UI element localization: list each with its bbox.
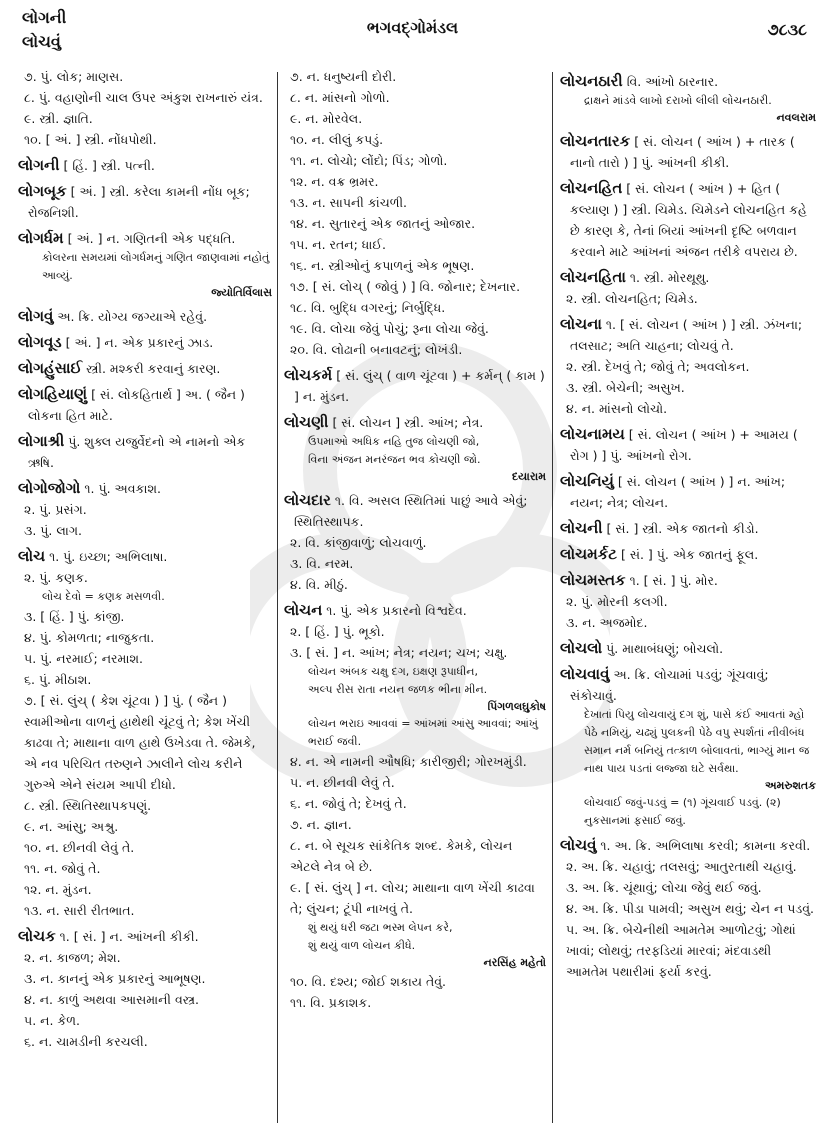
sense-line [284,297,546,318]
definition-text: ૧૩. ન. સાપની કાંચળી. [290,195,408,210]
sense-line [18,947,272,968]
definition-text: ૩. ન. અજમોદ. [566,615,648,630]
definition-text: ૮. ન. બે સૂચક સાંકેતિક શબ્દ. કેમકે, લોચન એટલે નેત્ર બે છે. [290,838,513,874]
definition-text: ૩. [ સં. ] ન. આંખ; નેત્ર; નયન; ચખ; ચક્ષુ. [290,645,508,660]
column-right [560,66,816,1125]
headword: લોચદાર [284,491,331,509]
definition-text: ૧૪. ન. સુતારનું એક જાતનું ઓજાર. [290,216,476,231]
definition-text: [ સં. લોચન ( આંખ ) ] ન. આંખ; નયન; નેત્ર; લોચન. [570,474,786,510]
headword: લોચમસ્તક [560,571,626,589]
headword: લોગોજોગો [18,479,81,497]
quote-attribution [284,469,546,485]
dictionary-entry [560,267,816,288]
sense-line [560,377,816,398]
dictionary-entry [18,358,272,379]
headword: લોચની [560,519,603,537]
definition-text: ૬. ન. ચામડીની કરચલી. [24,1034,148,1049]
definition-text: અમરુશતક [765,779,816,792]
definition-text: ૫. ન. છીનવી લેવું તે. [290,775,395,790]
page-title: ભગવદ્ગોમંડલ [366,18,459,37]
definition-text: સ્ત્રી. મશ્કરી કરવાનું કારણ. [82,361,221,376]
sense-line [284,751,546,772]
definition-text: લોચ દેવો = કણક મસળવી. [42,590,165,603]
sense-line [284,87,546,108]
column-divider [552,72,553,1123]
quotation [284,663,546,681]
definition-text: ૨. પું. પ્રસંગ. [24,502,87,517]
definition-text: ૧. પું. એક પ્રકારનો વિશ્વદેવ. [322,603,467,618]
quotation [284,681,546,699]
definition-text: ૧. [ સં. ] ન. આંખની કીકી. [55,929,199,944]
sense-line [284,234,546,255]
sense-line [284,772,546,793]
definition-text: ૧. [ સં. ] પું. મોર. [625,573,718,588]
definition-text: ૩. અ. ક્રિ. ચૂંથાવું; લોચા જેવું થઈ જવું. [566,880,762,895]
sense-line [18,66,272,87]
definition-text: ૨. વિ. કાંજીવાળું; લોચવાળું. [290,535,427,550]
definition-text: ૨. સ્ત્રી. લોચનહિત; ચિમેડ. [566,291,698,306]
definition-text: ૯. ન. મોરવેલ. [290,111,363,126]
sense-line [284,171,546,192]
definition-text: ૪. અ. ક્રિ. પીડા પામવી; અસુખ થવું; ચેન ન પડવું. [566,901,814,916]
definition-text: ૧. વિ. અસલ સ્થિતિમાં પાછું આવે એવું; સ્થિતિસ્થાપક. [294,493,528,529]
sense-line [18,879,272,900]
definition-text: ૨. સ્ત્રી. દેખવું તે; જોવું તે; અવલોકન. [566,359,750,374]
dictionary-entry [560,835,816,856]
sense-line [284,129,546,150]
definition-text: ૧૦. વિ. દશ્ય; જોઈ શકાય તેવું. [290,974,447,989]
definition-text: ૯. [ સં. લુંચ્ ] ન. લોચ; માથાના વાળ ખેંચી કાઢવા તે; લુંચન; ટૂંપી નાખવું તે. [290,880,535,916]
definition-text: ૭. પું. લોક; માણસ. [24,69,124,84]
definition-text: ૧૧. ન. લોચો; લોંદો; પિંડ; ગોળો. [290,153,448,168]
dictionary-entry [18,478,272,499]
headword: લોચના [560,315,602,333]
sense-line [284,992,546,1013]
dictionary-entry [560,424,816,466]
dictionary-entry [18,926,272,947]
definition-text: [ સં. લુંચ્ ( વાળ ચૂંટવા ) + કર્મન્ ( કામ ) ] ન. મુંડન. [294,368,545,404]
definition-text: ૭. ન. જ્ઞાન. [290,817,352,832]
sense-line [284,793,546,814]
guide-word-first: લોગની [22,8,67,27]
quote-attribution [284,955,546,971]
definition-text: ૧૫. ન. રતન; ધાઈ. [290,237,386,252]
definition-text: ૬. ન. જોવું તે; દેખવું તે. [290,796,407,811]
headword: લોચ [18,547,46,565]
definition-text: ૨. ન. કાજળ; મેશ. [24,950,121,965]
definition-text: કોલરના સમયમાં લોગર્ધમનું ગણિત જાણવામાં નહોતું આવ્યું. [42,251,270,282]
sense-line [284,574,546,595]
dictionary-entry [18,546,272,567]
quote-attribution [560,778,816,794]
sense-line [18,795,272,816]
guide-word-last: લોચવું [22,32,61,51]
definition-text: ૪. ન. કાળું અથવા આસમાની વસ્ત્ર. [24,992,200,1007]
sense-line [18,648,272,669]
headword: લોગબૂક [18,182,67,200]
definition-text: ૫. પું. નરમાઈ; નરમાશ. [24,651,143,666]
headword: લોચવાવું [560,665,610,683]
dictionary-entry [560,570,816,591]
dictionary-entry [560,314,816,356]
headword: લોચનહિતા [560,268,626,286]
definition-text: [ સં. લોચન ] સ્ત્રી. આંખ; નેત્ર. [328,415,484,430]
sense-line [18,627,272,648]
definition-text: શું થયું વાળ લોચન કીધે. [308,939,416,952]
definition-text: ૯. સ્ત્રી. જ્ઞાતિ. [24,111,93,126]
quotation [560,706,816,778]
headword: લોગવૂડ [18,333,62,351]
sense-line [560,591,816,612]
headword: લોચનહિત [560,179,623,197]
definition-text: ૧. [ સં. લોચન ( આંખ ) ] સ્ત્રી. ઝંખના; તલસાટ; અતિ ચાહના; લોચવું તે. [570,317,803,353]
definition-text: ૧૦. [ અં. ] સ્ત્રી. નોંધપોથી. [24,132,157,147]
sense-line [18,129,272,150]
definition-text: ૮. પું. વહાણોની ચાલ ઉપર અંકુશ રાખનારું યંત્ર. [24,90,263,105]
definition-text: લોચન ભરાઇ આવવાં = આંખમાં આંસુ આવવાં; આંખું ભરાઈ જવી. [308,717,538,748]
headword: લોગહુંસાઈ [18,359,83,377]
definition-text: ૧૭. [ સં. લોચ્ ( જોવું ) ] વિ. જોનાર; દેખનાર. [290,279,521,294]
definition-text: શું થયું ધરી જટા ભસ્મ લેપન કરે, [308,921,453,934]
sense-line [18,858,272,879]
sense-line [18,499,272,520]
dictionary-entry [18,181,272,223]
sense-line [560,898,816,919]
sense-line [18,837,272,858]
definition-text: દ્રાક્ષને માંડવે લાખો દરાખો લીલી લોચનઠારી. [584,94,772,107]
sense-line [560,398,816,419]
sense-line [284,318,546,339]
definition-text: નવલરામ [776,111,816,124]
sense-line [18,567,272,588]
definition-text: ૧૨. ન. વક્ર ભ્રમર. [290,174,379,189]
headword: લોગની [18,156,60,174]
definition-text: ૨. પું. મોરની કલગી. [566,594,668,609]
definition-text: ૧. પું. ઇચ્છા; અભિલાષા. [45,549,168,564]
sense-line [284,877,546,919]
dictionary-entry [284,490,546,532]
sense-line [18,520,272,541]
dictionary-entry [560,131,816,173]
definition-text: અલ્પ રીસ રાતા નયન જળક ભીના મીન. [308,683,488,696]
headword: લોચકર્મ [284,366,333,384]
sense-line [560,919,816,982]
sense-line [284,532,546,553]
dictionary-entry [284,600,546,621]
quote-attribution [560,110,816,126]
dictionary-entry [18,155,272,176]
sense-line [284,192,546,213]
definition-text: ૭. [ સં. લુંચ્ ( કેશ ચૂંટવા ) ] પું. ( જૈન ) સ્વામીઓના વાળનું હાથેથી ચૂંટવું તે; કેશ ખેંચી કાઢવા તે; માથાના વાળ હાથે ઉખેડવા તે. જેમકે, એ નવ પરિચિત તરુણને ઝાલીને લોચ કરીને ગુરુએ એને સંયમ આપી દીધો. [24,693,256,792]
dictionary-entry [18,228,272,249]
dictionary-entry [560,664,816,706]
sense-line [18,816,272,837]
sense-line [284,835,546,877]
dictionary-entry [18,384,272,426]
sense-line [18,108,272,129]
definition-text: નરસિંહ મહેતો [483,956,546,969]
definition-text: ૧૯. વિ. લોચા જેવું પોચું; રૂના લોચા જેવું. [290,321,489,336]
sense-line [284,814,546,835]
quotation [284,937,546,955]
definition-text: દયારામ [511,470,546,483]
sense-line [18,968,272,989]
definition-text: વિ. આંખો ઠારનાર. [622,74,719,89]
quotation [18,249,272,285]
definition-text: ૧. અ. ક્રિ. અભિલાષા કરવી; કામના કરવી. [596,838,811,853]
definition-text: વિના અંજન મનરંજન ભવ કોચણી જો. [308,453,481,466]
sense-line [18,690,272,795]
quotation [284,433,546,451]
definition-text: લોચન અંબક ચક્ષુ દગ, ઇક્ષણ રૂપાધીન, [308,665,478,678]
definition-text: જ્યોતિર્વિલાસ [211,286,272,299]
definition-text: ૨. પું. કણક. [24,570,88,585]
definition-text: [ સં. લોચન ( આંખ ) + આમય ( રોગ ) ] પું. આંખનો રોગ. [570,427,798,463]
definition-text: ૧૦. ન. લીલું કપડું. [290,132,384,147]
definition-text: [ સં. લોચન ( આંખ ) + હિત ( કલ્યાણ ) ] સ્ત્રી. ચિમેડ. ચિમેડને લોચનહિત કહે છે કારણ કે, તેનાં બિયાં આંખની દૃષ્ટિ બળવાન કરવાને માટે આંખનાં અંજન તરીકે વપરાય છે. [570,181,807,259]
quotation [560,794,816,830]
definition-text: ૩. સ્ત્રી. બેચેની; અસુખ. [566,380,685,395]
sense-line [18,606,272,627]
sense-line [18,1010,272,1031]
headword: લોચવું [560,836,597,854]
quotation [284,451,546,469]
headword: લોગહિયાણું [18,385,88,403]
sense-line [284,621,546,642]
sense-line [284,108,546,129]
column-middle [284,66,546,1125]
headword: લોગાશ્રી [18,432,65,450]
dictionary-entry [18,332,272,353]
dictionary-entry [560,71,816,92]
definition-text: પું. શુક્લ યજુર્વેદનો એ નામનો એક ઋષિ. [28,434,246,470]
definition-text: અ. ક્રિ. યોગ્ય જગ્યાએ રહેવું. [53,309,208,324]
definition-text: ૪. વિ. મીઠું. [290,577,348,592]
definition-text: [ સં. લોકહિતાર્થ ] અ. ( જૈન ) લોકના હિત માટે. [28,387,245,423]
quotation [18,588,272,606]
sense-line [284,255,546,276]
sense-line [18,900,272,921]
headword: લોચનતારક [560,132,631,150]
headword: લોચક [18,927,56,945]
definition-text: ૩. વિ. નરમ. [290,556,354,571]
definition-text: ૧૨. ન. મુંડન. [24,882,92,897]
definition-text: ૯. ન. આંસુ; અશ્રુ. [24,819,119,834]
sense-line [284,213,546,234]
dictionary-entry [284,412,546,433]
sense-line [18,669,272,690]
definition-text: અ. ક્રિ. લોચામાં પડવું; ગૂંચવાવું; સંકોચાવું. [570,667,769,703]
quote-attribution [18,285,272,301]
definition-text: પિંગળલઘુકોષ [487,700,546,713]
headword: લોચનઠારી [560,72,623,90]
dictionary-entry [560,544,816,565]
definition-text: ૧. પું. અવકાશ. [80,481,162,496]
definition-text: ૧૮. વિ. બુદ્ધિ વગરનું; નિર્બુદ્ધિ. [290,300,446,315]
definition-text: ૧૩. ન. સારી રીતભાત. [24,903,135,918]
definition-text: ૧૦. ન. છીનવી લેવું તે. [24,840,135,855]
sense-line [560,356,816,377]
definition-text: [ અં. ] ન. ગણિતની એક પદ્ધતિ. [63,231,236,246]
definition-text: ૧૬. ન. સ્ત્રીઓનું કપાળનું એક ભૂષણ. [290,258,475,273]
definition-text: ૫. ન. કેળ. [24,1013,80,1028]
definition-text: ૩. [ હિં. ] પું. કાંજી. [24,609,125,624]
dictionary-entry [560,471,816,513]
definition-text: ઉપમાઓ અધિક નહિ તુજ લોચણી જો, [308,435,480,448]
quotation [560,92,816,110]
definition-text: [ અં. ] ન. એક પ્રકારનું ઝાડ. [61,335,214,350]
definition-text: પું. માથાબંધણું; બોચલો. [602,641,724,656]
definition-text: [ હિં. ] સ્ત્રી. પત્ની. [59,158,155,173]
quotation [284,715,546,751]
sense-line [284,971,546,992]
headword: લોગવું [18,307,54,325]
headword: લોગર્ધમ [18,229,64,247]
dictionary-entry [560,178,816,262]
definition-text: ૧૧. વિ. પ્રકાશક. [290,995,372,1010]
headword: લોચમર્કટ [560,545,618,563]
definition-text: ૬. પું. મીઠાશ. [24,672,92,687]
headword: લોચણી [284,413,329,431]
sense-line [284,66,546,87]
definition-text: દેખાતાં પિયુ લોચવાયું દગ શું, પાસે કંઈ આવતાં મ્હો પેઠે નમિયું, ચઢ્યું પુલકની પેઠે વપુ સ્પર્શતાં નીવીબંધ સમાન નર્મ બનિયું તત્કાળ બોલાવતાં, ભાગ્યું માન જ નાથ પાય પડતાં લજ્જા ઘટે સર્વથા. [584,708,810,775]
column-left [18,66,272,1125]
dictionary-entry [284,365,546,407]
definition-text: ૪. પું. કોમળતા; નાજુકતા. [24,630,155,645]
definition-text: ૨. [ હિં. ] પું. ભૂકો. [290,624,385,639]
sense-line [284,150,546,171]
column-divider [277,72,278,1123]
sense-line [284,553,546,574]
sense-line [284,276,546,297]
dictionary-entry [18,431,272,473]
definition-text: ૧૧. ન. જોવું તે. [24,861,101,876]
definition-text: [ અં. ] સ્ત્રી. કરેલા કામની નોંધ બૂક; રોજનિશી. [28,184,250,220]
sense-line [560,288,816,309]
quote-attribution [284,699,546,715]
definition-text: ૩. પું. લાગ. [24,523,82,538]
sense-line [18,989,272,1010]
definition-text: ૨૦. વિ. લોઢાની બનાવટનું; લોખંડી. [290,342,463,357]
definition-text: ૮. ન. માંસનો ગોળો. [290,90,390,105]
definition-text: [ સં. ] પું. એક જાતનું ફૂલ. [617,547,759,562]
definition-text: ૨. અ. ક્રિ. ચહાવું; તલસવું; આતુરતાથી ચહાવું. [566,859,797,874]
definition-text: ૪. ન. એ નામની ઔષધિ; કારીજીરી; ગોરખમુંડી. [290,754,527,769]
sense-line [560,856,816,877]
definition-text: ૫. અ. ક્રિ. બેચેનીથી આમતેમ આળોટવું; ગોથાં ખાવાં; લોથવું; તરફડિયાં મારવાં; મંદવાડથી આમતેમ પથારીમાં ફર્યા કરવું. [566,922,796,979]
headword: લોચનિયું [560,472,614,490]
quotation [284,919,546,937]
sense-line [560,612,816,633]
dictionary-entry [560,518,816,539]
definition-text: ૧. સ્ત્રી. મોરથૂથુ. [625,270,710,285]
sense-line [284,642,546,663]
headword: લોચનામય [560,425,625,443]
sense-line [560,877,816,898]
definition-text: લોચવાઈ જવું-પડવું = (૧) ગૂંચવાઈ પડવું. (૨) નુકસાનમાં ફસાઈ જવું. [584,796,781,827]
headword: લોચન [284,601,323,619]
sense-line [284,339,546,360]
headword: લોચલો [560,639,603,657]
sense-line [18,1031,272,1052]
page-number: ૭૮૩૮ [767,20,807,39]
dictionary-entry [18,306,272,327]
definition-text: ૪. ન. માંસનો લોચો. [566,401,668,416]
sense-line [18,87,272,108]
definition-text: ૩. ન. કાનનું એક પ્રકારનું આભૂષણ. [24,971,206,986]
definition-text: ૭. ન. ધનુષ્યની દોરી. [290,69,397,84]
definition-text: [ સં. લોચન ( આંખ ) + તારક ( નાનો તારો ) ] પું. આંખની કીકી. [570,134,795,170]
definition-text: ૮. સ્ત્રી. સ્થિતિસ્થાપકપણું. [24,798,152,813]
definition-text: [ સં. ] સ્ત્રી. એક જાતનો કીડો. [602,521,759,536]
dictionary-entry [560,638,816,659]
